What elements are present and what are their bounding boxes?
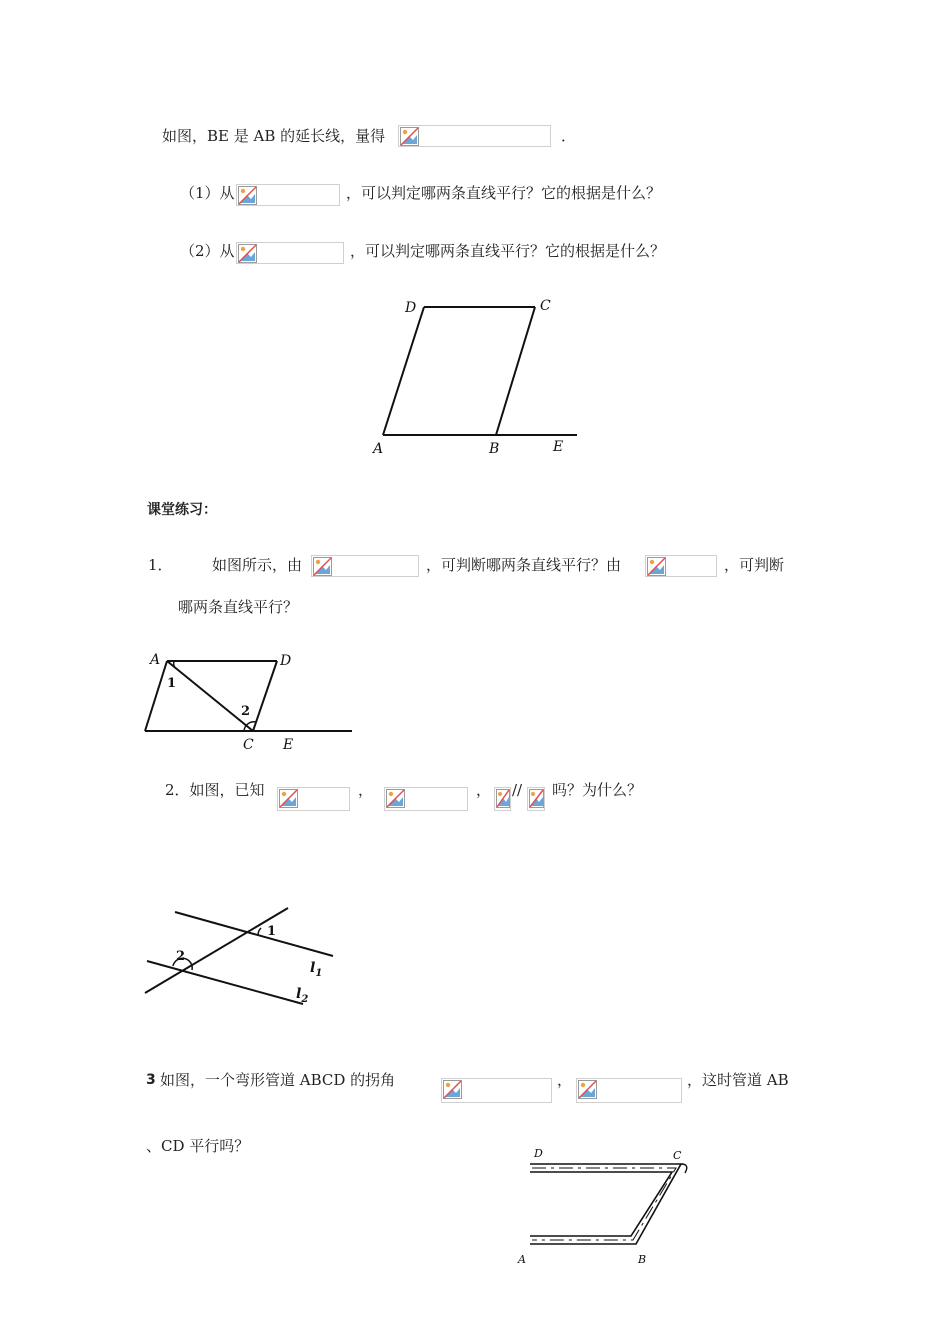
formula-placeholder [384, 787, 468, 811]
ex2-suffix: 吗？为什么？ [552, 781, 643, 799]
intro-line1-prefix: 如图，BE 是 AB 的延长线，量得 [162, 127, 386, 145]
formula-placeholder [236, 242, 344, 264]
broken-image-icon [529, 789, 544, 808]
label-C: C [540, 298, 551, 314]
q1-prefix: （1）从 [180, 184, 235, 202]
formula-placeholder [527, 787, 545, 811]
label-A: A [373, 441, 384, 457]
pipe-inner-wall [530, 1172, 672, 1236]
ex1-text-b: ，可判断哪两条直线平行？由 [426, 556, 622, 574]
ex2-parallel-symbol: // [512, 781, 523, 799]
figure-parallelogram [360, 290, 600, 470]
ex3-text-c: 、CD 平行吗？ [146, 1137, 250, 1155]
q2-suffix: ，可以判定哪两条直线平行？它的根据是什么？ [350, 242, 666, 260]
broken-image-icon [578, 1080, 597, 1099]
broken-image-icon [443, 1080, 462, 1099]
figure-parallelogram-diagonal [140, 648, 360, 758]
ex3-text-b: ，这时管道 AB [687, 1071, 789, 1089]
pipe-centerline [532, 1168, 676, 1240]
broken-image-icon [496, 789, 510, 808]
ex3-text-a: 如图，一个弯形管道 ABCD 的拐角 [160, 1071, 396, 1089]
broken-image-icon [238, 186, 257, 205]
broken-image-icon [238, 244, 257, 263]
formula-placeholder [645, 555, 717, 577]
q2-prefix: （2）从 [180, 242, 235, 260]
formula-placeholder [576, 1078, 682, 1103]
formula-placeholder [494, 787, 511, 811]
label-D: D [280, 653, 292, 669]
label-E: E [283, 737, 294, 753]
formula-placeholder [236, 184, 340, 206]
label-C: C [243, 737, 254, 753]
pipe-bend-C [681, 1164, 687, 1173]
angle-1-arc [174, 661, 175, 668]
label-l1: $l_1$ [310, 960, 323, 979]
formula-placeholder [311, 555, 419, 577]
line-l1 [175, 912, 333, 956]
ex1-number: 1． [148, 556, 173, 574]
line-l2 [147, 961, 303, 1004]
label-l2: $l_2$ [296, 986, 309, 1005]
figure-transversal [140, 900, 350, 1012]
q1-suffix: ，可以判定哪两条直线平行？它的根据是什么？ [346, 184, 662, 202]
formula-placeholder [398, 125, 551, 147]
label-angle-2: 2 [176, 949, 186, 964]
label-angle-2: 2 [241, 704, 251, 719]
label-A: A [150, 652, 161, 668]
label-B: B [638, 1253, 647, 1266]
broken-image-icon [313, 557, 332, 576]
angle-1-arc [258, 928, 261, 935]
line-AC [167, 661, 253, 731]
label-E: E [553, 439, 564, 455]
label-angle-1: 1 [267, 924, 277, 939]
line-CB [496, 307, 535, 435]
ex3-number: 3 [146, 1072, 156, 1088]
line-A-bottom [145, 661, 167, 731]
formula-placeholder [441, 1078, 552, 1103]
ex2-prefix: 2．如图，已知 [165, 781, 265, 799]
ex1-text-c: ，可判断 [724, 556, 785, 574]
broken-image-icon [647, 557, 666, 576]
exercise-heading: 课堂练习： [147, 502, 217, 518]
ex1-text-d: 哪两条直线平行？ [178, 598, 299, 616]
line-DC [253, 661, 277, 731]
label-B: B [489, 441, 500, 457]
line-AD [383, 307, 424, 435]
formula-placeholder [277, 787, 350, 811]
pipe-outer-wall [530, 1164, 681, 1244]
intro-line1-suffix: ． [561, 127, 577, 145]
broken-image-icon [279, 789, 298, 808]
broken-image-icon [400, 127, 419, 146]
label-D: D [405, 300, 417, 316]
label-C: C [673, 1149, 682, 1162]
broken-image-icon [386, 789, 405, 808]
figure-bent-pipe [510, 1140, 710, 1270]
label-D: D [534, 1147, 543, 1160]
ex3-comma: ， [557, 1071, 573, 1089]
ex1-text-a: 如图所示，由 [212, 556, 303, 574]
label-A: A [518, 1253, 526, 1266]
label-angle-1: 1 [167, 676, 177, 691]
ex2-comma-1: ， [358, 781, 374, 799]
ex2-comma-2: ， [476, 781, 492, 799]
